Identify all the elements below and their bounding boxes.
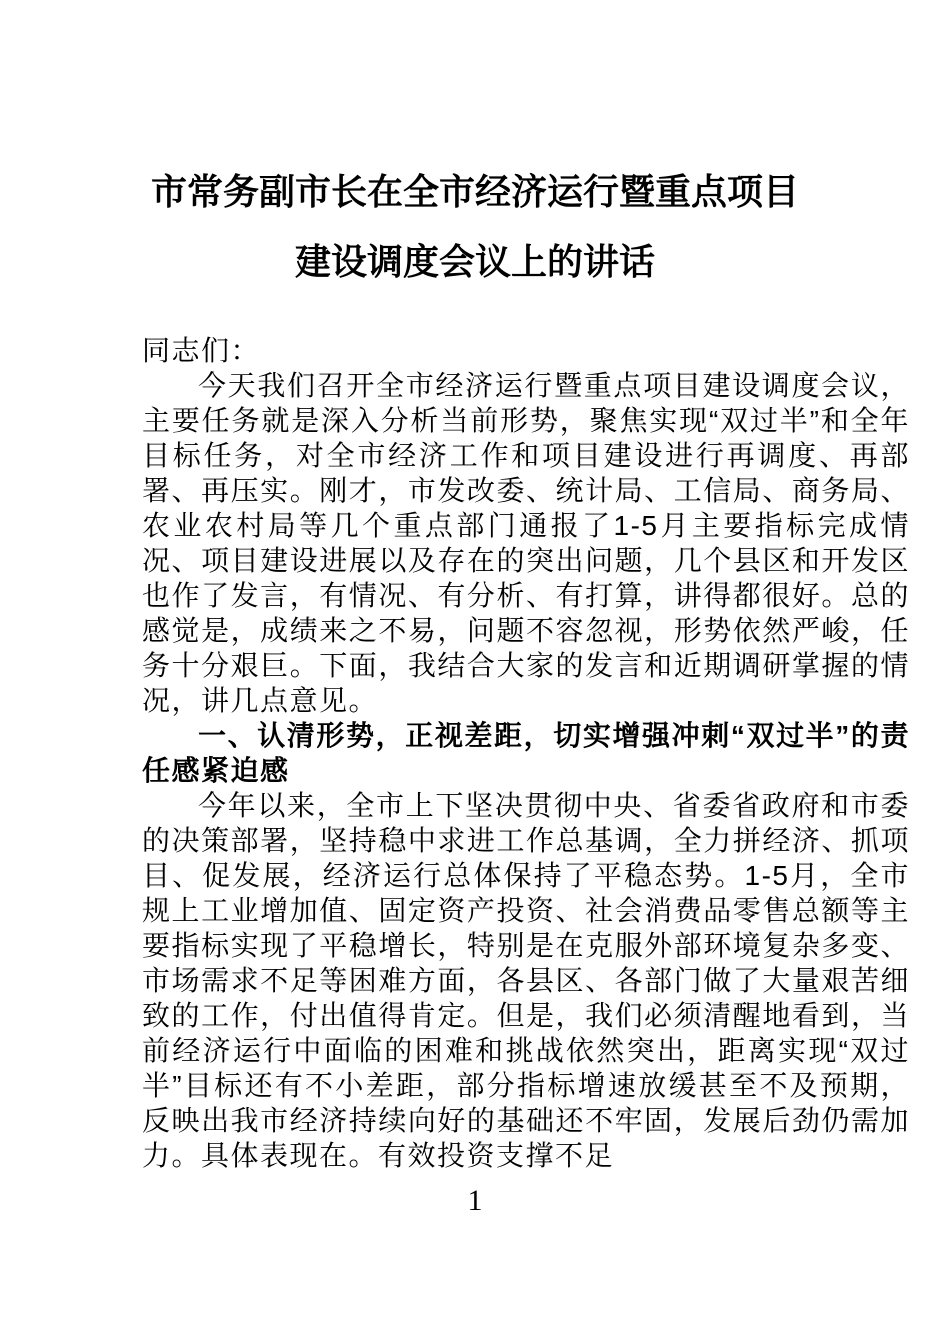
paragraph-1: 今天我们召开全市经济运行暨重点项目建设调度会议，主要任务就是深入分析当前形势，聚焦实现“双过半”和全年目标任务，对全市经济工作和项目建设进行再调度、再部署、再压实。刚才，市发改委、统计局、工信局、商务局、农业农村局等几个重点部门通报了1-5月主要指标完成情况、项目建设进展以及存在的突出问题，几个县区和开发区也作了发言，有情况、有分析、有打算，讲得都很好。总的感觉是，成绩来之不易，问题不容忽视，形势依然严峻，任务十分艰巨。下面，我结合大家的发言和近期调研掌握的情况，讲几点意见。 <box>142 370 910 716</box>
section-heading-1: 一、认清形势，正视差距，切实增强冲刺“双过半”的责任感紧迫感 <box>142 720 910 786</box>
paragraph-2: 今年以来，全市上下坚决贯彻中央、省委省政府和市委的决策部署，坚持稳中求进工作总基调，全力拼经济、抓项目、促发展，经济运行总体保持了平稳态势。1-5月，全市规上工业增加值、固定资产投资、社会消费品零售总额等主要指标实现了平稳增长，特别是在克服外部环境复杂多变、市场需求不足等困难方面，各县区、各部门做了大量艰苦细致的工作，付出值得肯定。但是，我们必须清醒地看到，当前经济运行中面临的困难和挑战依然突出，距离实现“双过半”目标还有不小差距，部分指标增速放缓甚至不及预期，反映出我市经济持续向好的基础还不牢固，发展后劲仍需加力。具体表现在。有效投资支撑不足 <box>142 790 910 1171</box>
page-number: 1 <box>467 1184 483 1217</box>
document-title: 市常务副市长在全市经济运行暨重点项目建设调度会议上的讲话 <box>150 171 799 282</box>
document-body <box>142 333 910 1173</box>
salutation: 同志们： <box>142 335 261 366</box>
